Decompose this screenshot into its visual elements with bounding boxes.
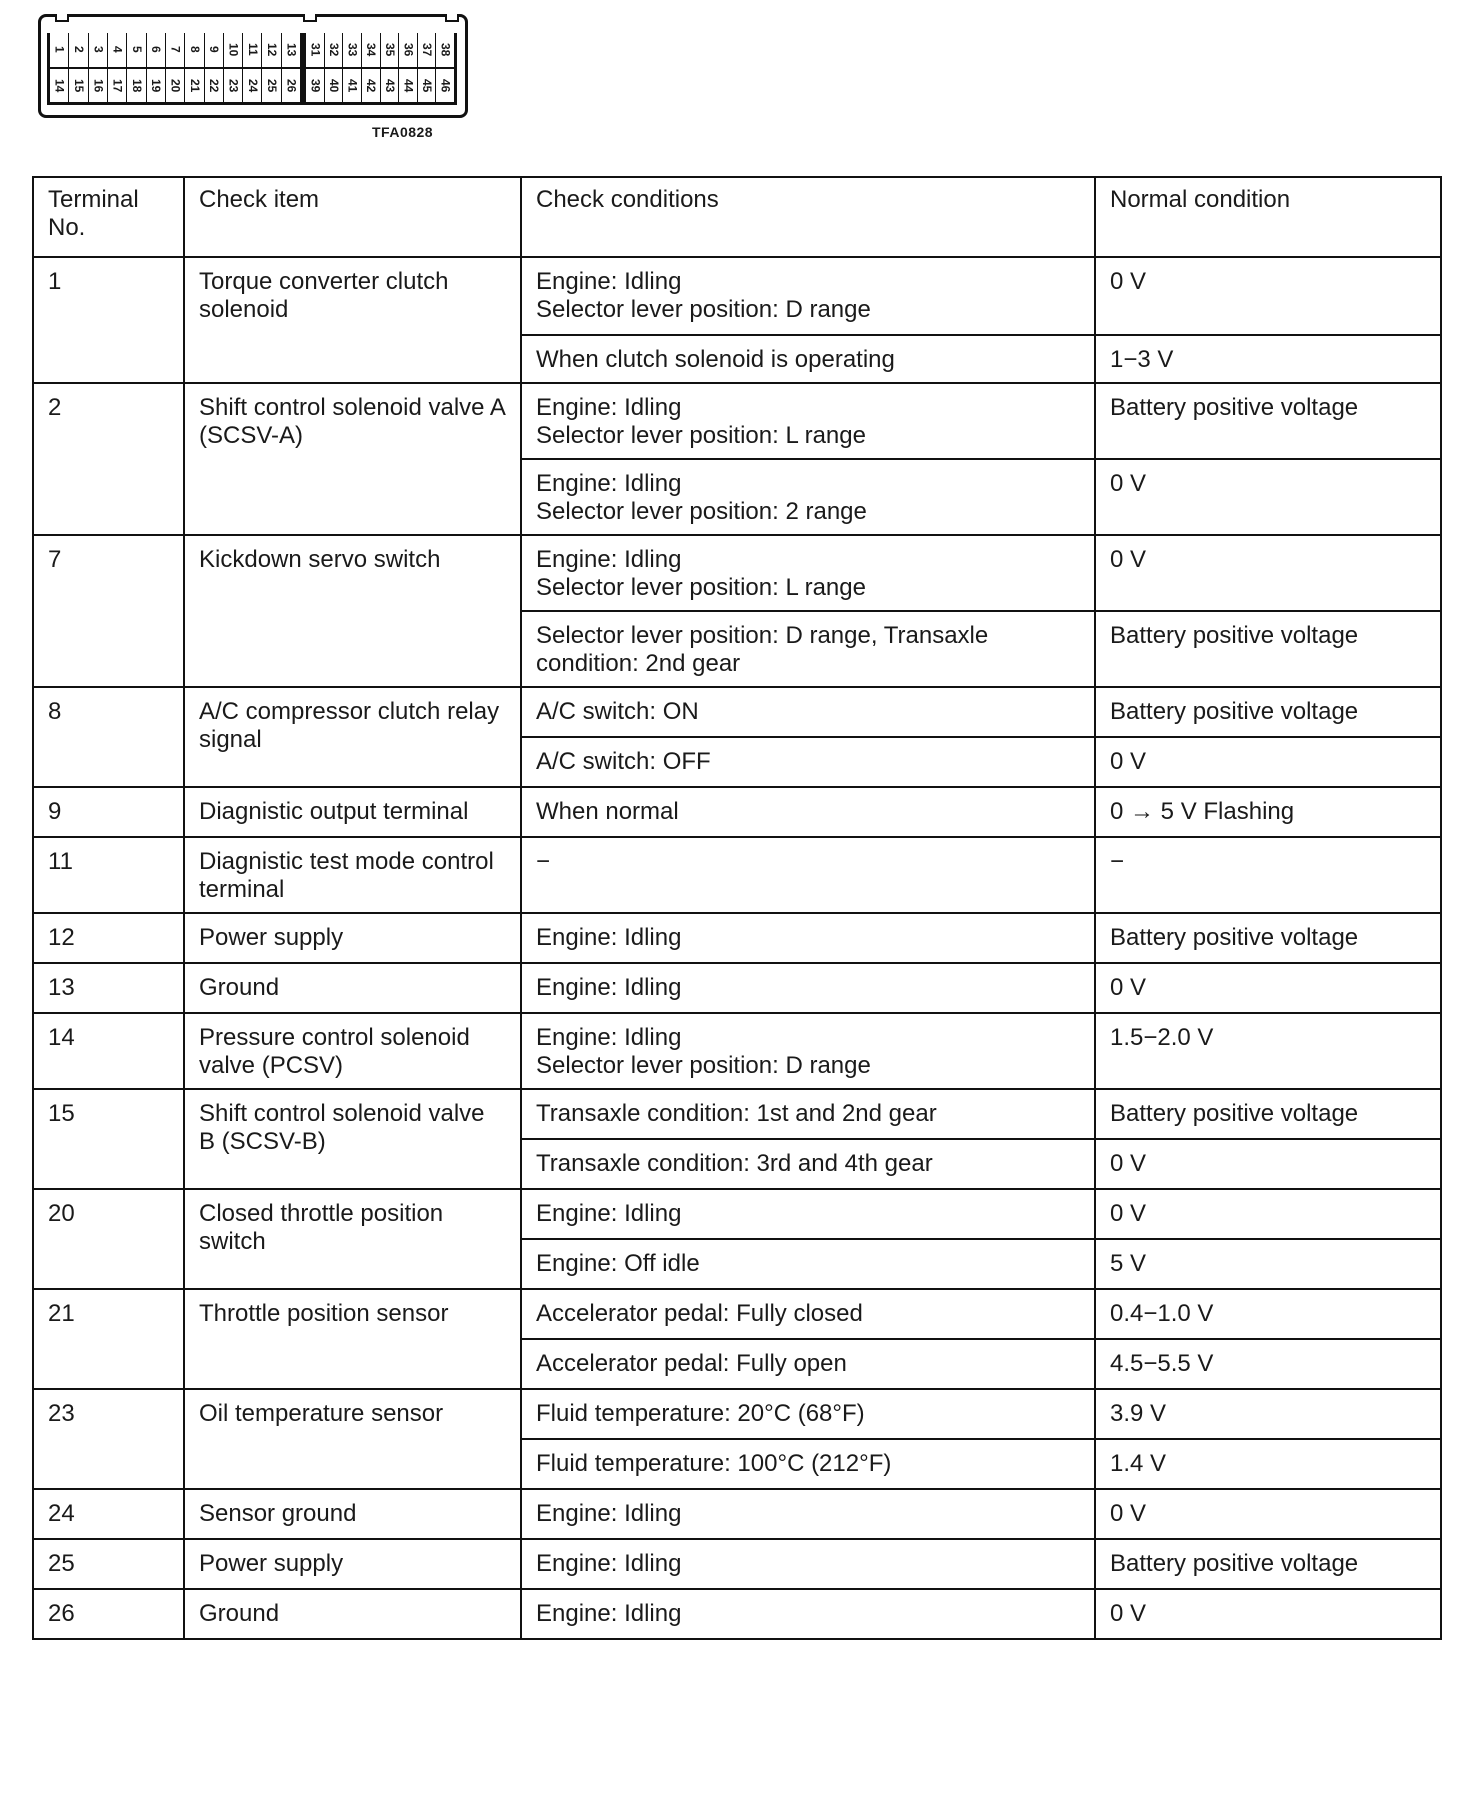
pin-block-right xyxy=(303,33,457,105)
connector-pin: 6 xyxy=(146,33,165,67)
connector-pin: 12 xyxy=(261,33,280,67)
check-condition-cell: Transaxle condition: 1st and 2nd gear xyxy=(521,1089,1095,1139)
check-condition-cell: Engine: Idling Selector lever position: L range xyxy=(521,383,1095,459)
normal-condition-cell: Battery positive voltage xyxy=(1095,383,1441,459)
header-terminal: Terminal No. xyxy=(33,177,184,257)
connector-pin: 31 xyxy=(308,43,323,57)
table-row xyxy=(33,383,1441,459)
check-condition-cell: Engine: Idling Selector lever position: D range xyxy=(521,257,1095,335)
connector-pin: 13 xyxy=(281,33,300,67)
check-item-cell: Ground xyxy=(184,1589,521,1639)
terminal-check-table xyxy=(32,176,1442,1640)
check-item-cell: Torque converter clutch solenoid xyxy=(184,257,521,383)
connector-pin: 22 xyxy=(204,69,223,103)
terminal-number-cell: 12 xyxy=(33,913,184,963)
header-check-item: Check item xyxy=(184,177,521,257)
connector-pin: 26 xyxy=(281,69,300,103)
check-condition-cell: When normal xyxy=(521,787,1095,837)
table-header-row xyxy=(33,177,1441,257)
normal-condition-cell: 0.4−1.0 V xyxy=(1095,1289,1441,1339)
check-condition-cell: − xyxy=(521,837,1095,913)
check-item-cell: Throttle position sensor xyxy=(184,1289,521,1389)
normal-condition-cell: 0 V xyxy=(1095,257,1441,335)
normal-condition-cell: Battery positive voltage xyxy=(1095,1539,1441,1589)
normal-condition-cell: 3.9 V xyxy=(1095,1389,1441,1439)
check-condition-cell: A/C switch: OFF xyxy=(521,737,1095,787)
terminal-number-cell: 26 xyxy=(33,1589,184,1639)
normal-condition-cell: 0 V xyxy=(1095,963,1441,1013)
check-item-cell: Diagnistic output terminal xyxy=(184,787,521,837)
normal-condition-cell: − xyxy=(1095,837,1441,913)
connector-pin: 3 xyxy=(88,33,107,67)
check-condition-cell: A/C switch: ON xyxy=(521,687,1095,737)
pin-row-bottom xyxy=(306,67,454,103)
terminal-number-cell: 14 xyxy=(33,1013,184,1089)
connector-pin: 37 xyxy=(417,33,436,67)
pin-row-top xyxy=(306,33,454,67)
table-row xyxy=(33,687,1441,737)
normal-condition-cell: 0 V xyxy=(1095,1489,1441,1539)
table-row xyxy=(33,787,1441,837)
check-condition-cell: Engine: Idling xyxy=(521,963,1095,1013)
connector-pin: 38 xyxy=(435,33,454,67)
connector-pin: 45 xyxy=(417,69,436,103)
connector-pin: 20 xyxy=(165,69,184,103)
check-item-cell: Ground xyxy=(184,963,521,1013)
check-item-cell: A/C compressor clutch relay signal xyxy=(184,687,521,787)
terminal-number-cell: 25 xyxy=(33,1539,184,1589)
connector-pin: 18 xyxy=(126,69,145,103)
connector-code: TFA0828 xyxy=(372,124,434,140)
table-row xyxy=(33,1389,1441,1439)
table-row xyxy=(33,913,1441,963)
table-row xyxy=(33,1013,1441,1089)
table-row xyxy=(33,1089,1441,1139)
normal-condition-cell: Battery positive voltage xyxy=(1095,687,1441,737)
connector-pin: 35 xyxy=(380,33,399,67)
header-check-conditions: Check conditions xyxy=(521,177,1095,257)
check-item-cell: Power supply xyxy=(184,913,521,963)
connector-pin: 2 xyxy=(68,33,87,67)
pin-row-bottom xyxy=(50,67,300,103)
connector-diagram xyxy=(38,14,468,118)
connector-pin: 21 xyxy=(184,69,203,103)
terminal-number-cell: 21 xyxy=(33,1289,184,1389)
check-condition-cell: Engine: Idling xyxy=(521,1539,1095,1589)
normal-condition-cell: 1.5−2.0 V xyxy=(1095,1013,1441,1089)
terminal-number-cell: 24 xyxy=(33,1489,184,1539)
connector-latch-mid xyxy=(303,14,317,22)
connector-pin: 17 xyxy=(107,69,126,103)
check-condition-cell: Selector lever position: D range, Transaxle condition: 2nd gear xyxy=(521,611,1095,687)
check-item-cell: Shift control solenoid valve A (SCSV-A) xyxy=(184,383,521,535)
connector-pin: 44 xyxy=(398,69,417,103)
connector-pin: 5 xyxy=(126,33,145,67)
connector-latch-left xyxy=(55,14,69,22)
connector-pin: 40 xyxy=(324,69,343,103)
normal-condition-cell: Battery positive voltage xyxy=(1095,1089,1441,1139)
table-row xyxy=(33,837,1441,913)
table-row xyxy=(33,1539,1441,1589)
check-item-cell: Oil temperature sensor xyxy=(184,1389,521,1489)
check-item-cell: Shift control solenoid valve B (SCSV-B) xyxy=(184,1089,521,1189)
connector-pin: 19 xyxy=(146,69,165,103)
normal-condition-cell: 0 V xyxy=(1095,459,1441,535)
table-row xyxy=(33,1289,1441,1339)
connector-pin: 43 xyxy=(380,69,399,103)
terminal-number-cell: 1 xyxy=(33,257,184,383)
terminal-number-cell: 23 xyxy=(33,1389,184,1489)
connector-pin: 1 xyxy=(52,46,67,54)
check-condition-cell: Fluid temperature: 100°C (212°F) xyxy=(521,1439,1095,1489)
check-condition-cell: Engine: Off idle xyxy=(521,1239,1095,1289)
connector-pin: 25 xyxy=(261,69,280,103)
check-condition-cell: Engine: Idling xyxy=(521,1589,1095,1639)
normal-condition-cell: 5 V xyxy=(1095,1239,1441,1289)
connector-pin: 23 xyxy=(223,69,242,103)
terminal-number-cell: 2 xyxy=(33,383,184,535)
check-condition-cell: Engine: Idling Selector lever position: D range xyxy=(521,1013,1095,1089)
check-item-cell: Closed throttle position switch xyxy=(184,1189,521,1289)
normal-condition-cell: Battery positive voltage xyxy=(1095,611,1441,687)
normal-condition-cell: Battery positive voltage xyxy=(1095,913,1441,963)
normal-condition-cell: 4.5−5.5 V xyxy=(1095,1339,1441,1389)
check-item-cell: Power supply xyxy=(184,1539,521,1589)
check-condition-cell: Accelerator pedal: Fully closed xyxy=(521,1289,1095,1339)
connector-pin: 32 xyxy=(324,33,343,67)
connector-pin: 46 xyxy=(435,69,454,103)
check-condition-cell: When clutch solenoid is operating xyxy=(521,335,1095,383)
connector-pin: 41 xyxy=(342,69,361,103)
connector-pin: 36 xyxy=(398,33,417,67)
check-condition-cell: Engine: Idling xyxy=(521,1489,1095,1539)
normal-condition-cell: 0 V xyxy=(1095,737,1441,787)
normal-condition-cell: 1.4 V xyxy=(1095,1439,1441,1489)
check-condition-cell: Engine: Idling xyxy=(521,913,1095,963)
check-item-cell: Diagnistic test mode control terminal xyxy=(184,837,521,913)
connector-pin: 34 xyxy=(361,33,380,67)
normal-condition-cell: 0 → 5 V Flashing xyxy=(1095,787,1441,837)
pin-row-top xyxy=(50,33,300,67)
terminal-number-cell: 11 xyxy=(33,837,184,913)
header-normal-condition: Normal condition xyxy=(1095,177,1441,257)
check-condition-cell: Engine: Idling Selector lever position: L range xyxy=(521,535,1095,611)
connector-pin: 8 xyxy=(184,33,203,67)
check-item-cell: Sensor ground xyxy=(184,1489,521,1539)
check-condition-cell: Engine: Idling Selector lever position: 2 range xyxy=(521,459,1095,535)
connector-pin: 7 xyxy=(165,33,184,67)
table-row xyxy=(33,963,1441,1013)
check-condition-cell: Transaxle condition: 3rd and 4th gear xyxy=(521,1139,1095,1189)
connector-pin: 10 xyxy=(223,33,242,67)
connector-latch-right xyxy=(445,14,459,22)
table-body xyxy=(33,257,1441,1639)
connector-pin: 16 xyxy=(88,69,107,103)
connector-pin: 14 xyxy=(52,78,67,92)
table-row xyxy=(33,257,1441,335)
terminal-number-cell: 20 xyxy=(33,1189,184,1289)
connector-pin: 11 xyxy=(242,33,261,67)
table-row xyxy=(33,1189,1441,1239)
check-condition-cell: Accelerator pedal: Fully open xyxy=(521,1339,1095,1389)
check-condition-cell: Fluid temperature: 20°C (68°F) xyxy=(521,1389,1095,1439)
connector-pin: 24 xyxy=(242,69,261,103)
pin-block-left xyxy=(47,33,303,105)
normal-condition-cell: 0 V xyxy=(1095,535,1441,611)
normal-condition-cell: 0 V xyxy=(1095,1589,1441,1639)
normal-condition-cell: 1−3 V xyxy=(1095,335,1441,383)
terminal-number-cell: 13 xyxy=(33,963,184,1013)
normal-condition-cell: 0 V xyxy=(1095,1189,1441,1239)
connector-pin: 15 xyxy=(68,69,87,103)
check-condition-cell: Engine: Idling xyxy=(521,1189,1095,1239)
connector-pin: 39 xyxy=(308,78,323,92)
check-item-cell: Kickdown servo switch xyxy=(184,535,521,687)
connector-pin: 4 xyxy=(107,33,126,67)
table-row xyxy=(33,1589,1441,1639)
normal-condition-cell: 0 V xyxy=(1095,1139,1441,1189)
connector-pin: 9 xyxy=(204,33,223,67)
table-row xyxy=(33,1489,1441,1539)
terminal-number-cell: 9 xyxy=(33,787,184,837)
connector-pin: 33 xyxy=(342,33,361,67)
check-item-cell: Pressure control solenoid valve (PCSV) xyxy=(184,1013,521,1089)
table-row xyxy=(33,535,1441,611)
terminal-number-cell: 8 xyxy=(33,687,184,787)
connector-pin: 42 xyxy=(361,69,380,103)
terminal-number-cell: 7 xyxy=(33,535,184,687)
terminal-number-cell: 15 xyxy=(33,1089,184,1189)
